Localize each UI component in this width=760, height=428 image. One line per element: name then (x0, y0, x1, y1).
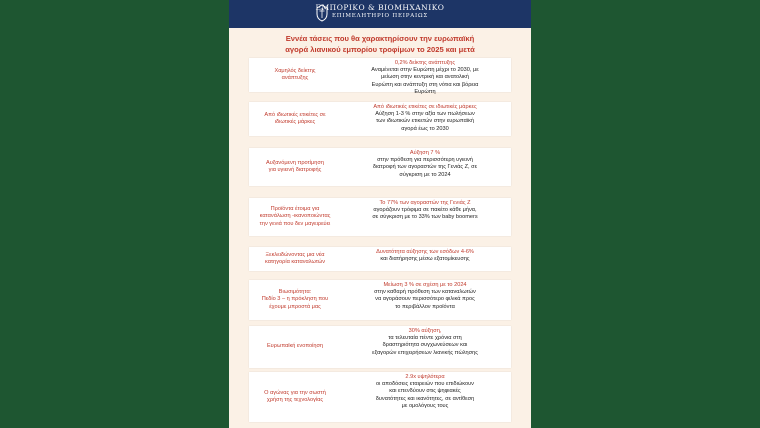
trend-description (341, 335, 509, 357)
trend-description-line: Ευρώπη και ανάπτυξη στη νότια και βόρεια (371, 81, 479, 88)
trend-label-line: Πεδίο 3 – η πρόκληση που (261, 296, 329, 303)
trend-row (249, 372, 511, 422)
trend-description (341, 157, 509, 179)
trend-label-line: χρήση της τεχνολογίας (266, 397, 324, 403)
trend-description-line: και διατήρησης μέσω εξατομίκευσης (380, 256, 470, 263)
trend-description-line: διατροφή των αγοραστών της Γενιάς Ζ, σε (372, 164, 478, 171)
trend-label-line: έχουμε μπροστά μας (269, 303, 321, 310)
trend-label (253, 112, 337, 127)
trend-row (249, 280, 511, 320)
trend-headline-line: 2.9x υψηλότερα (405, 374, 445, 380)
trend-label-line: Προϊόντα έτοιμα για (270, 205, 320, 212)
trend-description-line: αγοράζουν τρόφιμα σε πακέτο κάθε μήνα, (373, 207, 477, 214)
trend-description (341, 111, 509, 133)
trend-description-line: στην πρόθεση για περισσότερη υγιεινή (377, 157, 473, 164)
trend-label-line: ιδιωτικές μάρκες (274, 119, 316, 125)
trend-headline-line: 30% αύξηση, (408, 328, 442, 334)
trend-label (253, 289, 337, 312)
infographic-page (229, 0, 531, 428)
trend-label-line: κατηγορία καταναλωτών (264, 259, 326, 265)
trend-label-line: κατανάλωση -ικανοποιώντας (259, 213, 331, 220)
trend-description-line: οι αποδόσεις εταιρειών που επιδιώκουν (376, 381, 474, 388)
trend-row (249, 326, 511, 368)
chamber-name-line1: ΕΜΠΟΡΙΚΟ & ΒΙΟΜΗΧΑΝΙΚΟ (315, 3, 445, 12)
trend-label (253, 68, 337, 83)
trend-label (253, 343, 337, 351)
trend-row (249, 198, 511, 236)
trend-description-line: Ευρώπη (414, 88, 436, 95)
trend-headline-line: Από ιδιωτικές ετικέτες σε ιδιωτικές μάρκες (373, 104, 477, 110)
chamber-name (229, 3, 531, 21)
trend-description (341, 381, 509, 410)
trend-description (341, 207, 509, 221)
trend-description-line: και επενδύουν στις ψηφιακές (389, 388, 461, 395)
title-line-1: Εννέα τάσεις που θα χαρακτηρίσουν την ευρωπαϊκή (285, 34, 475, 43)
trend-label (253, 390, 337, 405)
trend-description-line: δυνατότητες και ικανότητες, σε αντίθεση (375, 395, 475, 402)
trend-description-line: των ιδιωτικών ετικετών στην ευρωπαϊκή (375, 118, 475, 125)
trend-label-line: Χαμηλός δείκτης (274, 67, 316, 74)
trend-row (249, 148, 511, 186)
trend-label-line: για υγιεινή διατροφής (268, 167, 322, 173)
page-title (239, 33, 521, 55)
trend-description-line: σε σύγκριση με το 33% των baby boomers (372, 214, 478, 221)
trend-headline-line: Το 77% των αγοραστών της Γενιάς Ζ (379, 200, 471, 206)
trend-description (341, 67, 509, 96)
trend-description-line: στην καθαρή πρόθεση των καταναλωτών (374, 289, 476, 296)
trend-label (253, 160, 337, 175)
trend-description-line: μείωση στην κεντρική και ανατολική (381, 74, 469, 81)
trend-label-line: Από ιδιωτικές ετικέτες σε (264, 111, 326, 118)
trend-label-line: την γενιά που δεν μαγειρεύει (259, 220, 331, 227)
trend-description-line: δραστηριότητα συγχωνεύσεων και (382, 342, 468, 349)
trend-description-line: εξαγορών επιχειρήσεων λιανικής πώλησης (372, 349, 478, 356)
trend-description-line: τα τελευταία πέντε χρόνια στη (388, 335, 462, 342)
trend-description-line: αγορά έως το 2030 (401, 125, 449, 132)
trend-label-line: Ξεκλειδώνοντας μια νέα (265, 251, 325, 258)
trend-description (341, 256, 509, 263)
trend-description-line: με ομολόγους τους (401, 402, 449, 409)
trend-description-line: Αναμένεται στην Ευρώπη μέχρι το 2030, με (371, 67, 479, 74)
trend-description-line: να αγοράσουν περισσότερο φιλικά προς (375, 296, 475, 303)
trend-label (253, 206, 337, 229)
trend-label-line: ανάπτυξης (281, 75, 309, 81)
trend-row (249, 102, 511, 136)
trend-label-line: Ο αγώνας για την σωστή (264, 389, 326, 396)
chamber-banner (229, 0, 531, 28)
trend-row (249, 247, 511, 271)
trend-row (249, 58, 511, 95)
trend-description-line: σύγκριση με το 2024 (399, 171, 451, 178)
trend-label-line: Ευρωπαϊκή ενοποίηση (266, 343, 324, 350)
trend-description-line: Αύξηση 1-3 % στην αξία των πωλήσεων (375, 111, 475, 118)
trend-description (341, 289, 509, 311)
trend-label-line: Βιωσιμότητα: (278, 288, 312, 295)
trend-headline-line: Αύξηση 7 % (409, 150, 441, 156)
trend-description-line: το περιβάλλον προϊόντα (395, 303, 455, 310)
trend-headline-line: Δυνατότητα αύξησης των εσόδων 4-6% (376, 249, 474, 255)
trend-label-line: Αυξανόμενη προτίμηση (266, 159, 324, 166)
trend-headline-line: 0,2% δείκτης ανάπτυξης (394, 60, 456, 66)
trend-label (253, 252, 337, 267)
trend-headline-line: Μείωση 3 % σε σχέση με το 2024 (383, 282, 467, 288)
title-line-2: αγορά λιανικού εμπορίου τροφίμων το 2025 και μετά (285, 45, 475, 54)
chamber-name-line2: ΕΠΙΜΕΛΗΤΗΡΙΟ ΠΕΙΡΑΙΩΣ (331, 13, 429, 19)
